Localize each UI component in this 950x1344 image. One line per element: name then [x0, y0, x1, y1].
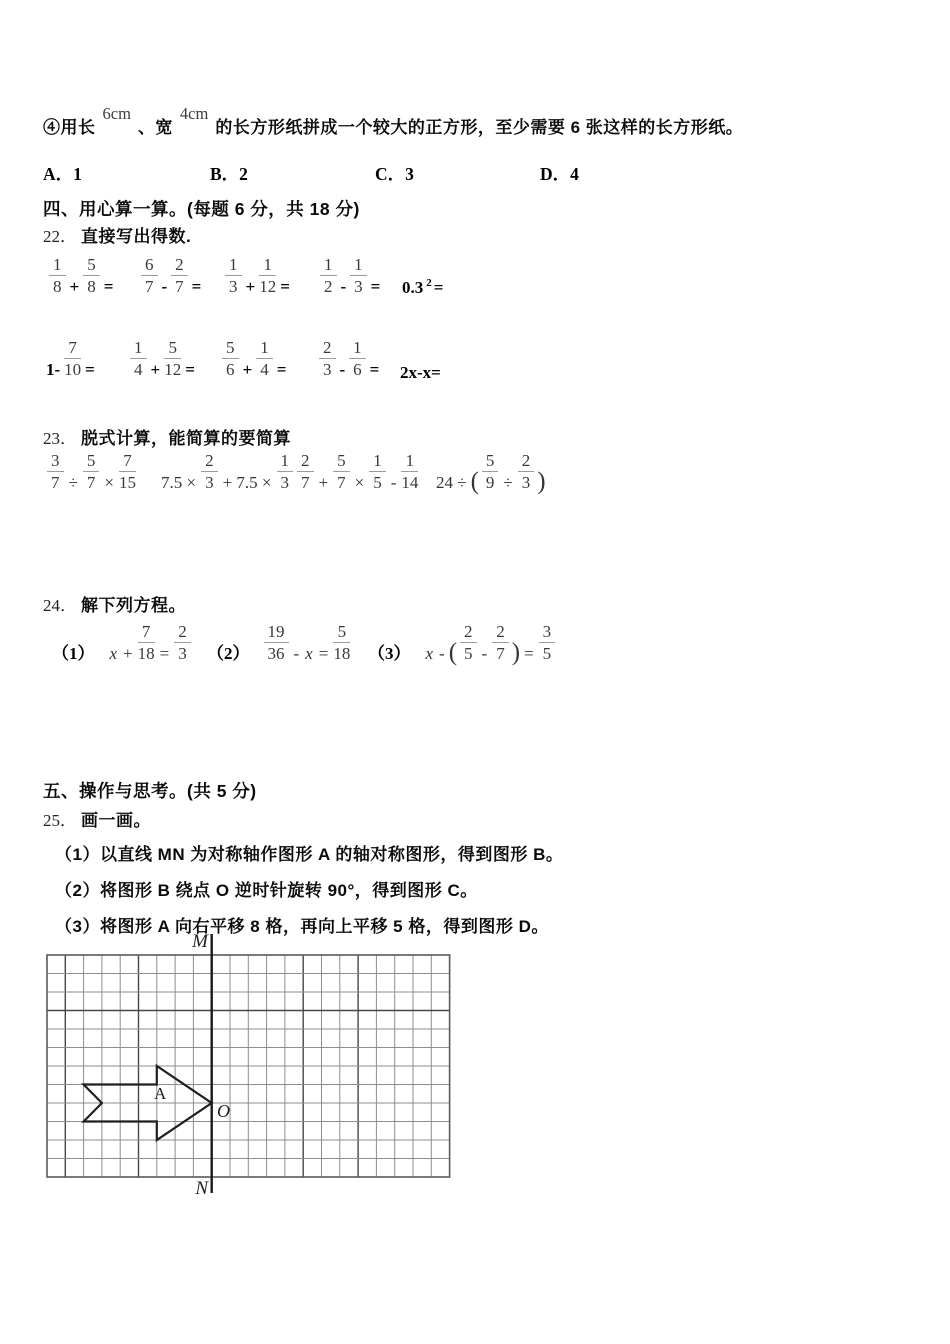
q24-title: 解下列方程。	[81, 596, 186, 615]
q23-number: 23．	[43, 429, 77, 448]
q24-equation-2-math: $\frac{19}{36}$ - x = $\frac{5}{18}$	[262, 644, 353, 663]
translation-grid-figure	[40, 926, 460, 1203]
q22-expression-1: $\frac{1}{8}$ + $\frac{5}{8}$ =	[47, 255, 115, 297]
option-d: D．4	[540, 164, 579, 184]
option-c: C．3	[375, 164, 414, 184]
q24-equation-3-math: x - ( $\frac{2}{5}$ - $\frac{2}{7}$ ) = $\frac{3}{5}$	[423, 644, 558, 663]
q25-step-3: （3）将图形 A 向右平移 8 格，再向上平移 5 格，得到图形 D。	[55, 917, 549, 936]
q22-expression-5: 0.3 $^2$ =	[402, 277, 444, 297]
q25-heading	[43, 806, 151, 831]
q25-number: 25．	[43, 811, 77, 830]
q24-equation-1-label: （1）	[52, 644, 95, 664]
q23-expression-4: 24 ÷ ( $\frac{5}{9}$ ÷ $\frac{2}{3}$ )	[436, 451, 546, 496]
grid-svg	[40, 926, 460, 1198]
q22-expression-7: $\frac{1}{4}$ + $\frac{5}{12}$ =	[128, 338, 197, 380]
q23-expression-3: $\frac{2}{7}$ + $\frac{5}{7}$ × $\frac{1}{5}$ - $\frac{1}{14}$	[295, 451, 420, 493]
q24-equation-2	[207, 622, 352, 664]
q24-equation-3-label: （3）	[368, 644, 411, 664]
q22-expression-8: $\frac{5}{6}$ + $\frac{1}{4}$ =	[220, 338, 288, 380]
option-b: B．2	[210, 164, 248, 184]
question-4-stem-prefix: ④用长	[43, 118, 96, 137]
grid-lines	[47, 955, 450, 1177]
q22-number: 22．	[43, 227, 77, 246]
q24-equation-1-math: x + $\frac{7}{18}$ = $\frac{2}{3}$	[107, 644, 193, 663]
question-4-stem-mid: 、宽	[137, 118, 173, 137]
o-label: O	[217, 1101, 230, 1121]
length-value: 6cm	[102, 104, 131, 123]
q22-expression-9: $\frac{2}{3}$ - $\frac{1}{6}$ =	[317, 338, 381, 380]
q23-expression-1: $\frac{3}{7}$ ÷ $\frac{5}{7}$ × $\frac{7}{15}$	[45, 451, 138, 493]
q24-number: 24．	[43, 596, 77, 615]
n-label: N	[195, 1178, 208, 1198]
question-4-stem-suffix: 的长方形纸拼成一个较大的正方形，至少需要 6 张这样的长方形纸。	[215, 118, 744, 137]
a-label: A	[154, 1084, 167, 1103]
q25-step-1: （1）以直线 MN 为对称轴作图形 A 的轴对称图形，得到图形 B。	[55, 845, 564, 864]
q22-expression-3: $\frac{1}{3}$ + $\frac{1}{12}$ =	[223, 255, 292, 297]
q23-title: 脱式计算，能简算的要简算	[81, 429, 291, 448]
section-4-heading: 四、用心算一算。(每题 6 分，共 18 分)	[43, 199, 360, 219]
q24-equation-2-label: （2）	[207, 644, 250, 664]
q24-equation-1	[52, 622, 193, 664]
section-5-heading: 五、操作与思考。(共 5 分)	[43, 781, 257, 801]
q24-equation-3	[368, 622, 557, 666]
q22-expression-2: $\frac{6}{7}$ - $\frac{2}{7}$ =	[139, 255, 203, 297]
question-4-stem	[43, 104, 744, 138]
q22-title: 直接写出得数.	[81, 227, 192, 246]
m-label: M	[192, 931, 208, 952]
q22-expression-6: 1- $\frac{7}{10}$ =	[46, 338, 95, 380]
q24-heading	[43, 591, 186, 616]
q22-expression-4: $\frac{1}{2}$ - $\frac{1}{3}$ =	[318, 255, 382, 297]
width-value: 4cm	[179, 104, 209, 123]
option-a: A．1	[43, 164, 82, 184]
q23-expression-2: 7.5 × $\frac{2}{3}$ + 7.5 × $\frac{1}{3}$	[158, 451, 295, 493]
q25-title: 画一画。	[81, 811, 151, 830]
q22-expression-10: 2x-x=	[400, 363, 441, 382]
q23-heading	[43, 424, 291, 449]
q22-heading	[43, 222, 191, 247]
q25-step-2: （2）将图形 B 绕点 O 逆时针旋转 90°，得到图形 C。	[55, 881, 478, 900]
